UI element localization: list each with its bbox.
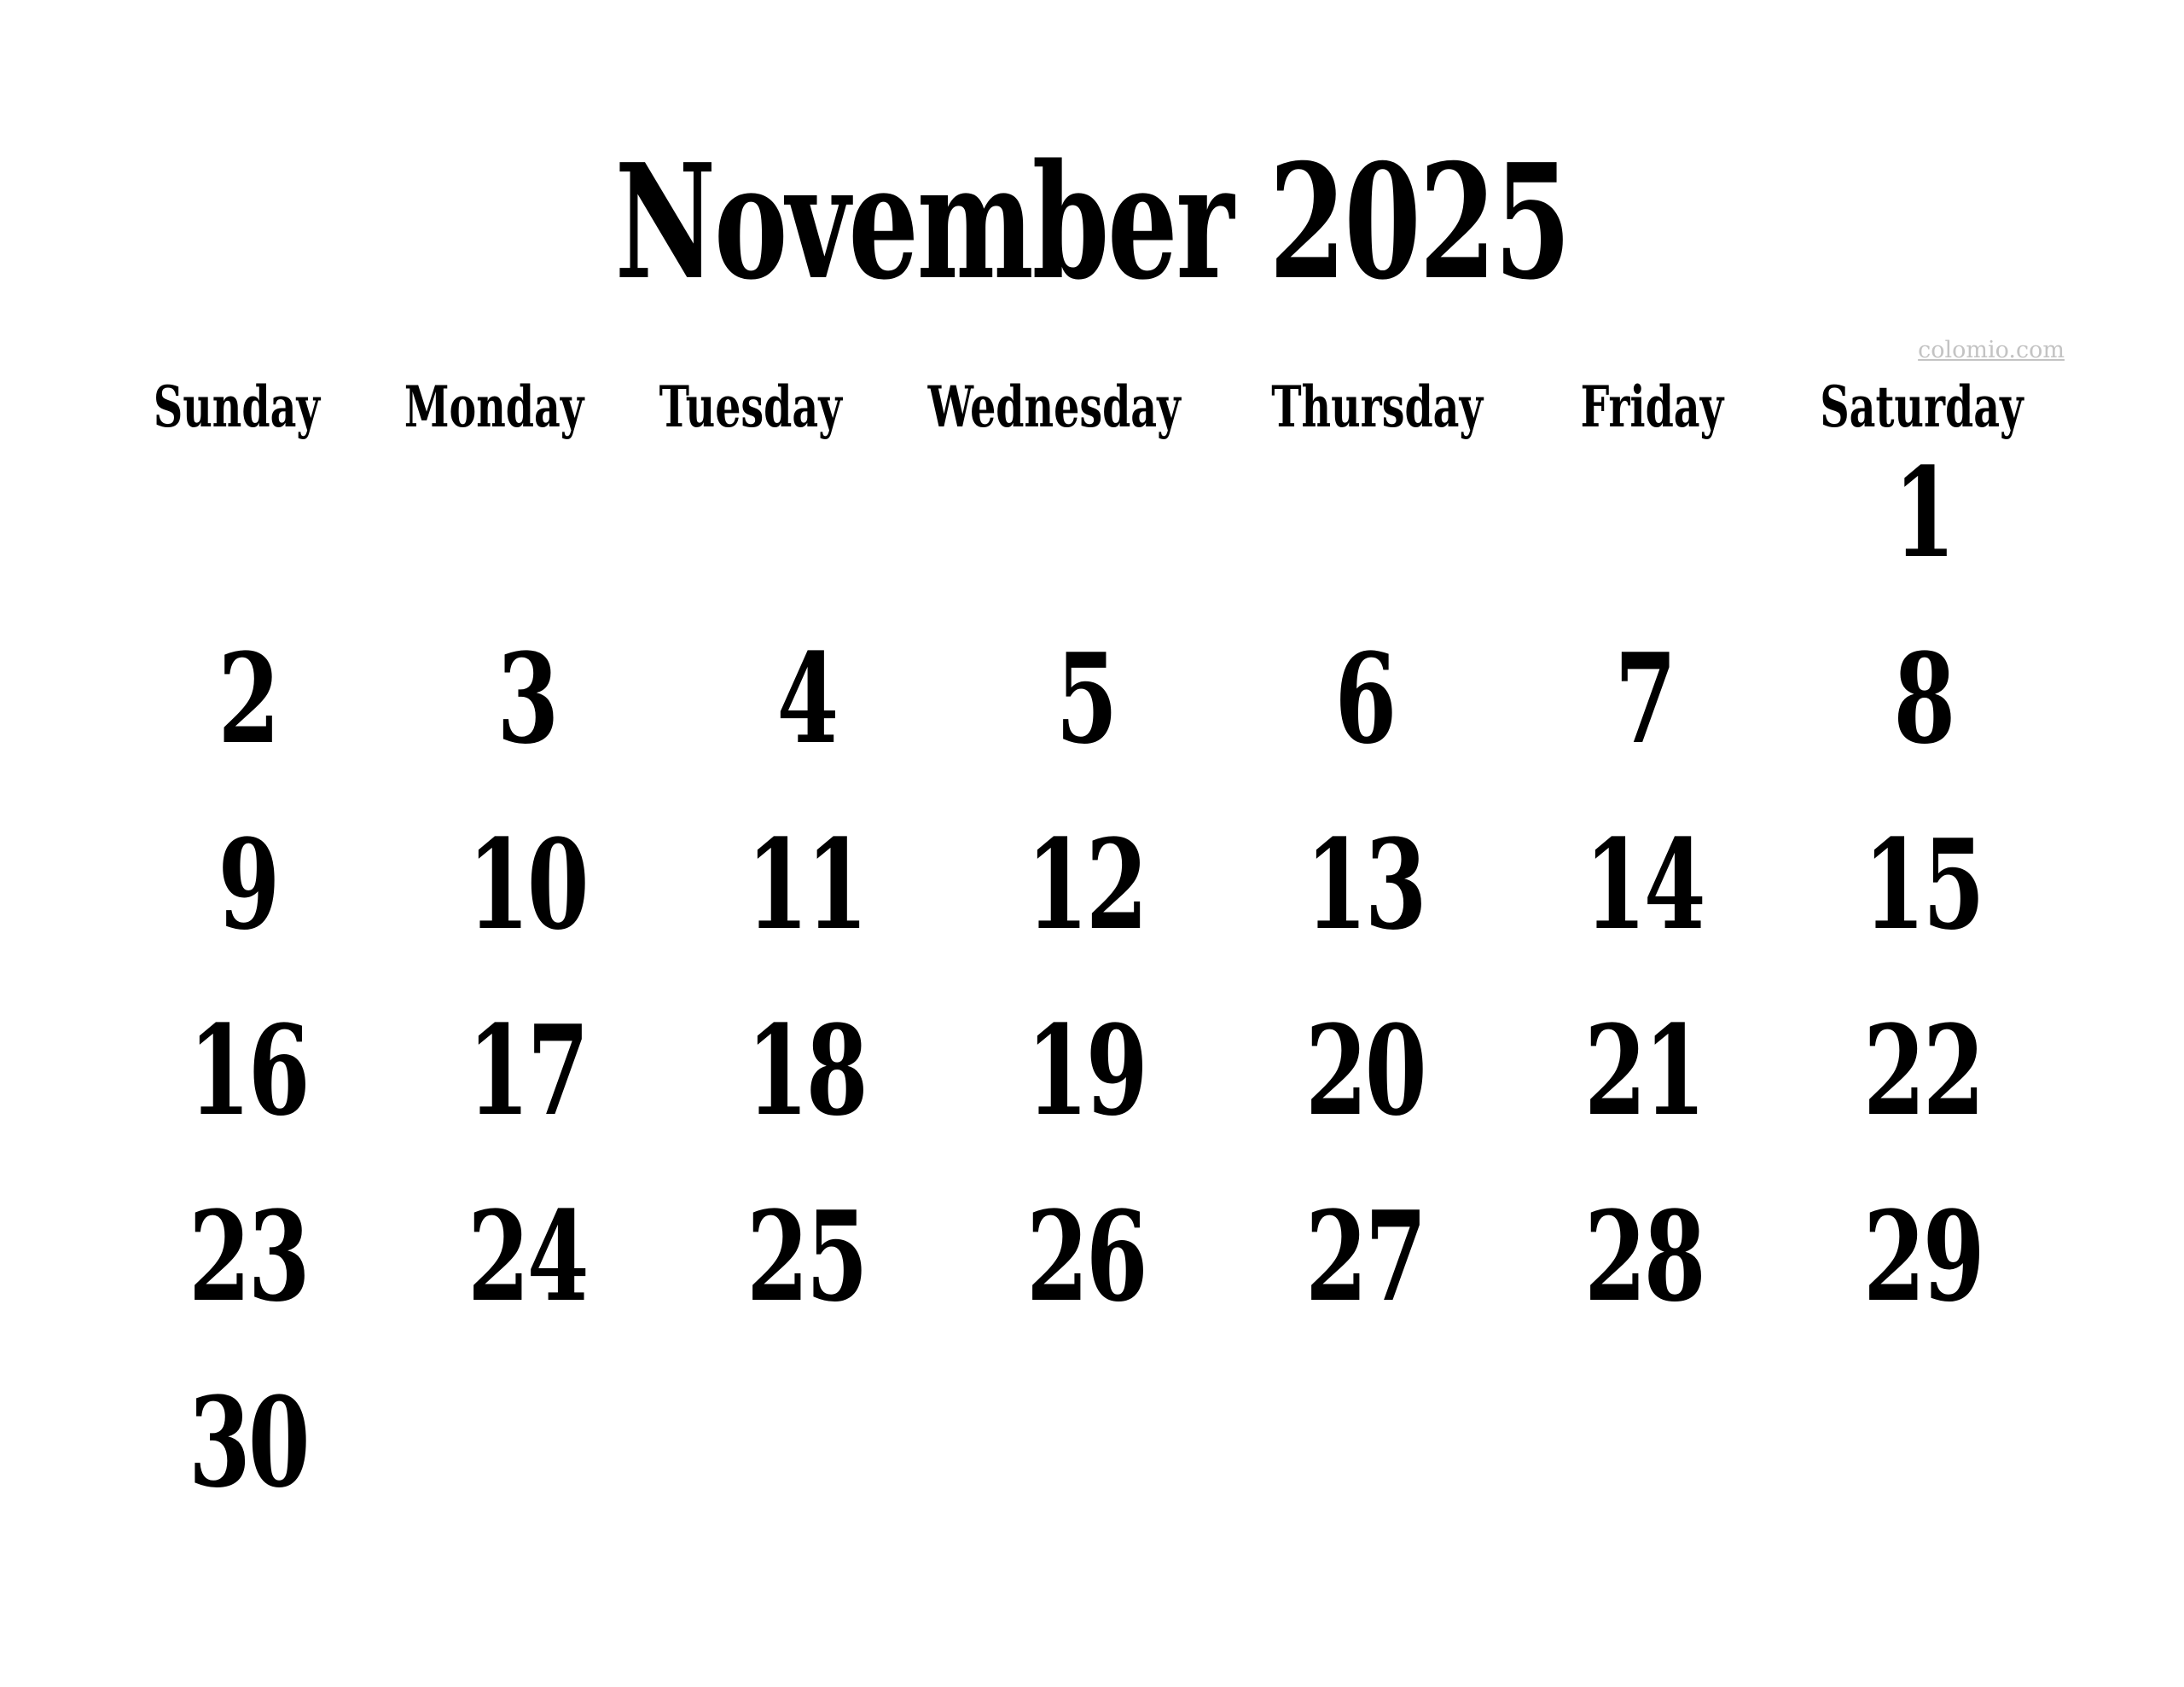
date-cell-3 [387,606,666,792]
date-cell-7 [1504,606,1783,792]
date-cell-13 [1225,792,1504,978]
date-number: 24 [468,1184,587,1330]
date-number: 6 [1334,626,1395,772]
weekday-label: Tuesday [659,374,842,440]
date-cell-2 [108,606,387,792]
date-cell-16 [108,978,387,1164]
page-title [0,129,2184,315]
date-number: 11 [746,812,866,958]
date-cell-15 [1784,792,2063,978]
dates-grid [108,420,2063,1536]
date-number: 2 [218,626,278,772]
weekday-label: Friday [1580,374,1724,440]
date-cell [1504,420,1783,606]
date-cell-4 [667,606,946,792]
date-number: 22 [1863,998,1984,1144]
date-number: 28 [1584,1184,1704,1330]
date-cell-12 [946,792,1225,978]
date-cell [108,420,387,606]
date-cell [1225,1350,1504,1536]
weekday-label: Sunday [154,374,321,440]
date-cell [1784,1350,2063,1536]
date-cell [1504,1350,1783,1536]
date-cell-11 [667,792,946,978]
date-number: 4 [776,626,837,772]
date-number: 30 [188,1370,308,1516]
date-cell-23 [108,1164,387,1350]
weekday-label: Saturday [1820,374,2024,440]
date-cell [946,420,1225,606]
date-cell-17 [387,978,666,1164]
date-cell-28 [1504,1164,1783,1350]
date-cell-10 [387,792,666,978]
date-number: 16 [188,998,308,1144]
date-cell-8 [1784,606,2063,792]
date-cell-6 [1225,606,1504,792]
weekday-label: Thursday [1270,374,1483,440]
date-number: 9 [218,812,278,958]
date-number: 7 [1614,626,1674,772]
date-number: 20 [1305,998,1425,1144]
date-cell-5 [946,606,1225,792]
date-number: 3 [497,626,557,772]
date-number: 29 [1863,1184,1984,1330]
date-number: 8 [1893,626,1954,772]
date-number: 23 [188,1184,308,1330]
weekday-label: Wednesday [927,374,1182,440]
watermark-link[interactable]: colomio.com [1918,337,2065,363]
date-cell-22 [1784,978,2063,1164]
date-cell [946,1350,1225,1536]
date-cell-30 [108,1350,387,1536]
date-cell-20 [1225,978,1504,1164]
date-number: 13 [1305,812,1425,958]
date-cell [667,420,946,606]
date-number: 14 [1584,812,1704,958]
date-cell [1225,420,1504,606]
date-cell [387,420,666,606]
date-number: 18 [746,998,866,1144]
date-number: 10 [468,812,587,958]
date-cell-19 [946,978,1225,1164]
date-cell-26 [946,1164,1225,1350]
date-number: 5 [1055,626,1116,772]
date-cell [387,1350,666,1536]
date-cell-21 [1504,978,1783,1164]
date-number: 17 [468,998,587,1144]
date-number: 25 [746,1184,866,1330]
date-cell-1 [1784,420,2063,606]
date-number: 1 [1893,440,1954,586]
weekday-label: Monday [404,374,584,440]
date-cell-9 [108,792,387,978]
date-cell-27 [1225,1164,1504,1350]
date-cell [667,1350,946,1536]
date-cell-18 [667,978,946,1164]
page-title-text: November 2025 [614,129,1570,315]
date-cell-24 [387,1164,666,1350]
date-number: 15 [1863,812,1984,958]
date-cell-25 [667,1164,946,1350]
date-number: 21 [1584,998,1704,1144]
date-number: 26 [1025,1184,1146,1330]
date-number: 27 [1305,1184,1425,1330]
date-number: 19 [1025,998,1146,1144]
date-cell-29 [1784,1164,2063,1350]
date-number: 12 [1025,812,1146,958]
date-cell-14 [1504,792,1783,978]
